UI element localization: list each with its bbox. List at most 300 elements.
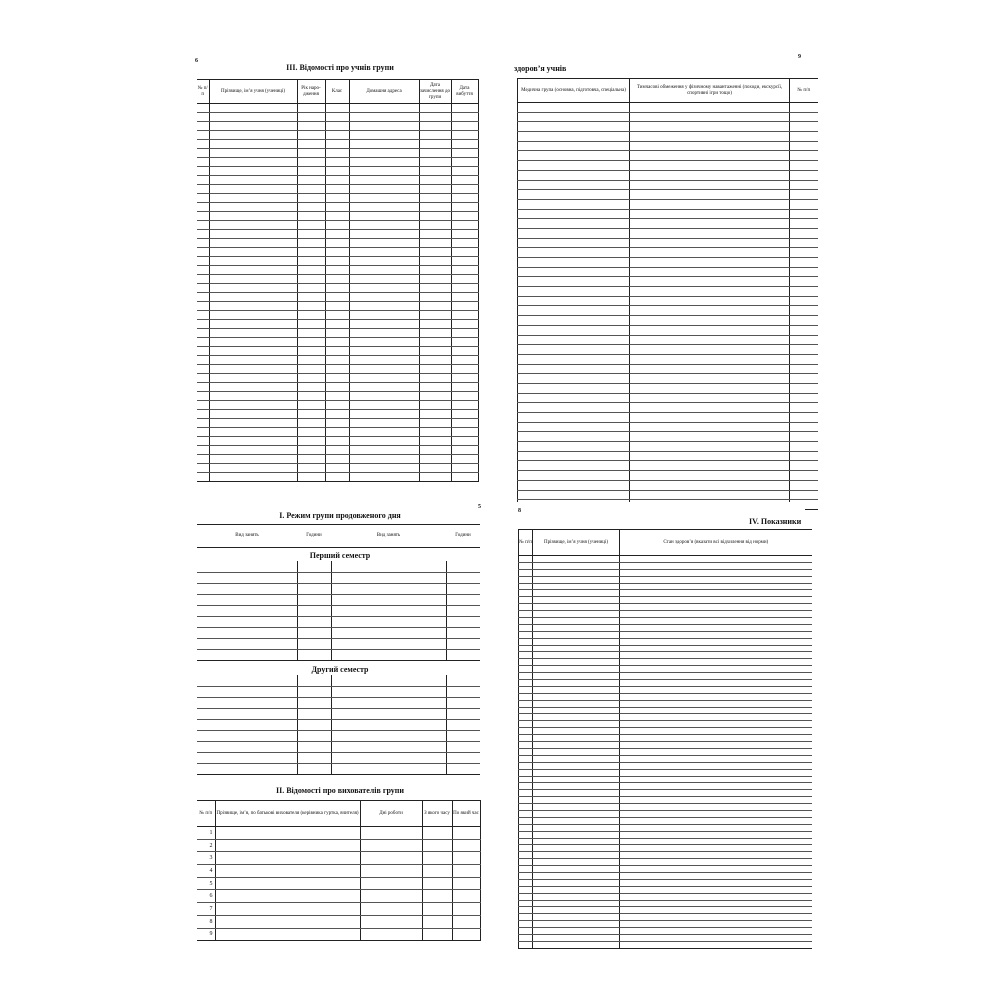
table-cell[interactable] (451, 284, 478, 293)
table-cell[interactable] (533, 755, 620, 762)
table-cell[interactable] (297, 356, 325, 365)
table-cell[interactable] (446, 638, 480, 649)
table-cell[interactable] (620, 755, 812, 762)
table-cell[interactable] (325, 194, 349, 203)
table-cell[interactable] (518, 209, 630, 219)
table-cell[interactable] (297, 248, 325, 257)
table-cell[interactable] (533, 700, 620, 707)
table-cell[interactable] (518, 170, 630, 180)
table-cell[interactable] (419, 221, 451, 230)
table-cell[interactable] (533, 879, 620, 886)
table-cell[interactable] (197, 437, 209, 446)
table-cell[interactable] (297, 194, 325, 203)
table-cell[interactable] (209, 410, 297, 419)
table-cell[interactable] (518, 364, 630, 374)
table-cell[interactable] (451, 149, 478, 158)
table-cell[interactable] (519, 680, 533, 687)
table-cell[interactable] (325, 167, 349, 176)
table-cell[interactable] (349, 158, 419, 167)
table-cell[interactable] (518, 325, 630, 335)
table-cell[interactable] (630, 219, 790, 229)
table-cell[interactable] (790, 112, 818, 122)
table-cell[interactable] (519, 748, 533, 755)
table-cell[interactable] (349, 401, 419, 410)
table-cell[interactable] (297, 257, 325, 266)
table-cell[interactable] (209, 221, 297, 230)
table-cell[interactable] (451, 410, 478, 419)
table-cell[interactable] (325, 329, 349, 338)
table-cell[interactable] (451, 158, 478, 167)
table-cell[interactable] (533, 845, 620, 852)
table-cell[interactable] (451, 374, 478, 383)
table-cell[interactable] (419, 455, 451, 464)
table-cell[interactable] (197, 594, 297, 605)
table-cell[interactable] (620, 714, 812, 721)
table-cell[interactable] (325, 392, 349, 401)
table-cell[interactable] (533, 631, 620, 638)
table-cell[interactable] (209, 356, 297, 365)
table-cell[interactable] (533, 666, 620, 673)
table-cell[interactable] (331, 627, 446, 638)
table-cell[interactable] (297, 212, 325, 221)
table-cell[interactable] (519, 755, 533, 762)
table-cell[interactable] (419, 113, 451, 122)
table-cell[interactable] (533, 893, 620, 900)
table-cell[interactable] (533, 604, 620, 611)
table-cell[interactable] (297, 167, 325, 176)
table-cell[interactable] (297, 763, 331, 774)
table-cell[interactable] (349, 365, 419, 374)
table-cell[interactable] (620, 921, 812, 928)
table-cell[interactable] (620, 659, 812, 666)
table-cell[interactable] (349, 428, 419, 437)
table-cell[interactable] (297, 561, 331, 572)
table-cell[interactable] (325, 158, 349, 167)
table-cell[interactable] (519, 872, 533, 879)
table-cell[interactable] (620, 597, 812, 604)
table-cell[interactable] (419, 401, 451, 410)
table-cell[interactable] (349, 464, 419, 473)
table-cell[interactable] (325, 428, 349, 437)
table-cell[interactable] (518, 248, 630, 258)
table-cell[interactable] (360, 877, 422, 890)
table-cell[interactable] (209, 257, 297, 266)
table-cell[interactable] (790, 219, 818, 229)
table-cell[interactable] (349, 329, 419, 338)
table-cell[interactable] (451, 194, 478, 203)
table-cell[interactable] (630, 267, 790, 277)
table-cell[interactable] (325, 338, 349, 347)
table-cell[interactable] (620, 893, 812, 900)
table-cell[interactable] (419, 338, 451, 347)
table-cell[interactable] (325, 257, 349, 266)
table-cell[interactable] (197, 365, 209, 374)
table-cell[interactable] (349, 320, 419, 329)
table-cell[interactable] (197, 473, 209, 482)
table-cell[interactable] (519, 941, 533, 948)
table-cell[interactable] (519, 673, 533, 680)
table-cell[interactable] (419, 248, 451, 257)
table-cell[interactable] (630, 480, 790, 490)
table-cell[interactable] (519, 817, 533, 824)
table-cell[interactable] (790, 490, 818, 500)
table-cell[interactable] (209, 473, 297, 482)
table-cell[interactable] (419, 122, 451, 131)
table-cell[interactable] (297, 719, 331, 730)
table-cell[interactable] (518, 141, 630, 151)
table-cell[interactable] (451, 167, 478, 176)
table-cell[interactable] (519, 776, 533, 783)
table-cell[interactable] (325, 140, 349, 149)
table-cell[interactable] (197, 616, 297, 627)
table-cell[interactable] (197, 649, 297, 660)
table-cell[interactable] (451, 338, 478, 347)
table-cell[interactable] (790, 432, 818, 442)
table-cell[interactable] (452, 877, 480, 890)
table-cell[interactable] (630, 422, 790, 432)
table-cell[interactable] (519, 735, 533, 742)
table-cell[interactable] (620, 576, 812, 583)
table-cell[interactable] (197, 428, 209, 437)
table-cell[interactable] (518, 413, 630, 423)
table-cell[interactable] (349, 194, 419, 203)
table-cell[interactable] (630, 132, 790, 142)
table-cell[interactable] (451, 212, 478, 221)
table-cell[interactable] (519, 914, 533, 921)
table-cell[interactable] (331, 741, 446, 752)
table-cell[interactable] (446, 594, 480, 605)
table-cell[interactable] (533, 859, 620, 866)
table-cell[interactable] (297, 686, 331, 697)
table-cell[interactable] (790, 335, 818, 345)
table-cell[interactable] (209, 158, 297, 167)
table-cell[interactable] (630, 151, 790, 161)
table-cell[interactable] (422, 928, 452, 941)
table-cell[interactable] (790, 422, 818, 432)
table-cell[interactable] (790, 277, 818, 287)
table-cell[interactable] (209, 122, 297, 131)
table-cell[interactable] (209, 392, 297, 401)
table-cell[interactable] (519, 562, 533, 569)
table-cell[interactable] (209, 302, 297, 311)
table-cell[interactable] (197, 239, 209, 248)
table-cell[interactable] (620, 680, 812, 687)
table-cell[interactable] (209, 338, 297, 347)
table-cell[interactable] (419, 284, 451, 293)
table-cell[interactable] (419, 374, 451, 383)
table-cell[interactable] (209, 176, 297, 185)
table-cell[interactable] (630, 112, 790, 122)
table-cell[interactable] (630, 403, 790, 413)
table-cell[interactable] (533, 769, 620, 776)
table-cell[interactable] (519, 928, 533, 935)
table-cell[interactable] (297, 741, 331, 752)
table-cell[interactable] (519, 611, 533, 618)
table-cell[interactable] (620, 941, 812, 948)
table-cell[interactable] (518, 345, 630, 355)
table-cell[interactable] (297, 284, 325, 293)
table-cell[interactable] (620, 721, 812, 728)
table-cell[interactable] (209, 455, 297, 464)
table-cell[interactable] (519, 852, 533, 859)
table-cell[interactable] (197, 410, 209, 419)
table-cell[interactable] (349, 104, 419, 113)
table-cell[interactable] (518, 442, 630, 452)
table-cell[interactable] (297, 410, 325, 419)
table-cell[interactable] (620, 783, 812, 790)
table-cell[interactable] (620, 769, 812, 776)
table-cell[interactable] (451, 464, 478, 473)
table-cell[interactable] (630, 296, 790, 306)
table-cell[interactable] (349, 419, 419, 428)
table-cell[interactable] (197, 302, 209, 311)
table-cell[interactable] (620, 907, 812, 914)
table-cell[interactable] (331, 572, 446, 583)
table-cell[interactable] (325, 374, 349, 383)
table-cell[interactable] (331, 583, 446, 594)
table-cell[interactable] (519, 907, 533, 914)
table-cell[interactable] (209, 248, 297, 257)
table-cell[interactable] (209, 347, 297, 356)
table-cell[interactable] (297, 638, 331, 649)
table-cell[interactable] (197, 752, 297, 763)
table-cell[interactable] (209, 275, 297, 284)
table-cell[interactable] (349, 275, 419, 284)
table-cell[interactable] (790, 403, 818, 413)
table-cell[interactable] (452, 903, 480, 916)
table-cell[interactable] (533, 583, 620, 590)
table-cell[interactable] (297, 140, 325, 149)
table-cell[interactable] (209, 212, 297, 221)
table-cell[interactable] (790, 345, 818, 355)
table-cell[interactable] (197, 221, 209, 230)
table-cell[interactable] (197, 419, 209, 428)
table-cell[interactable] (518, 316, 630, 326)
table-cell[interactable] (297, 627, 331, 638)
table-cell[interactable] (451, 347, 478, 356)
table-cell[interactable] (325, 455, 349, 464)
table-cell[interactable] (451, 275, 478, 284)
table-cell[interactable] (325, 185, 349, 194)
table-cell[interactable] (197, 158, 209, 167)
table-cell[interactable] (360, 928, 422, 941)
table-cell[interactable] (349, 248, 419, 257)
table-cell[interactable] (533, 618, 620, 625)
table-cell[interactable] (620, 872, 812, 879)
table-cell[interactable] (451, 446, 478, 455)
table-cell[interactable] (331, 638, 446, 649)
table-cell[interactable] (297, 158, 325, 167)
table-cell[interactable] (197, 329, 209, 338)
table-cell[interactable] (446, 719, 480, 730)
table-cell[interactable] (209, 149, 297, 158)
table-cell[interactable] (518, 393, 630, 403)
table-cell[interactable] (349, 338, 419, 347)
table-cell[interactable] (197, 149, 209, 158)
table-cell[interactable] (518, 296, 630, 306)
table-cell[interactable] (630, 471, 790, 481)
table-cell[interactable] (620, 748, 812, 755)
table-cell[interactable] (209, 374, 297, 383)
table-cell[interactable] (518, 287, 630, 297)
table-cell[interactable] (297, 428, 325, 437)
table-cell[interactable] (519, 886, 533, 893)
table-cell[interactable] (197, 686, 297, 697)
table-cell[interactable] (419, 167, 451, 176)
table-cell[interactable] (451, 329, 478, 338)
table-cell[interactable] (419, 257, 451, 266)
table-cell[interactable] (533, 556, 620, 563)
table-cell[interactable] (331, 605, 446, 616)
table-cell[interactable] (630, 103, 790, 113)
table-cell[interactable] (790, 151, 818, 161)
table-cell[interactable] (790, 354, 818, 364)
table-cell[interactable] (209, 365, 297, 374)
table-cell[interactable] (519, 700, 533, 707)
table-cell[interactable] (360, 915, 422, 928)
table-cell[interactable] (620, 845, 812, 852)
table-cell[interactable] (790, 471, 818, 481)
table-cell[interactable] (209, 293, 297, 302)
table-cell[interactable] (325, 473, 349, 482)
table-cell[interactable] (790, 132, 818, 142)
table-cell[interactable] (620, 810, 812, 817)
table-cell[interactable] (790, 190, 818, 200)
table-cell[interactable] (620, 852, 812, 859)
table-cell[interactable] (519, 866, 533, 873)
table-cell[interactable] (518, 306, 630, 316)
table-cell[interactable] (620, 666, 812, 673)
table-cell[interactable] (297, 302, 325, 311)
table-cell[interactable] (451, 176, 478, 185)
table-cell[interactable] (349, 203, 419, 212)
table-cell[interactable] (349, 212, 419, 221)
table-cell[interactable] (419, 329, 451, 338)
table-cell[interactable] (297, 383, 325, 392)
table-cell[interactable] (446, 741, 480, 752)
table-cell[interactable] (419, 356, 451, 365)
table-cell[interactable] (197, 572, 297, 583)
table-cell[interactable] (297, 446, 325, 455)
table-cell[interactable] (197, 356, 209, 365)
table-cell[interactable] (518, 490, 630, 500)
table-cell[interactable] (422, 827, 452, 840)
table-cell[interactable] (620, 562, 812, 569)
table-cell[interactable] (446, 686, 480, 697)
table-cell[interactable] (297, 311, 325, 320)
table-cell[interactable] (349, 176, 419, 185)
table-cell[interactable] (325, 356, 349, 365)
table-cell[interactable] (533, 576, 620, 583)
table-cell[interactable] (452, 915, 480, 928)
table-cell[interactable] (533, 659, 620, 666)
table-cell[interactable] (790, 325, 818, 335)
table-cell[interactable] (325, 230, 349, 239)
table-cell[interactable] (620, 824, 812, 831)
table-cell[interactable] (197, 284, 209, 293)
table-cell[interactable] (349, 131, 419, 140)
table-cell[interactable] (349, 239, 419, 248)
table-cell[interactable] (620, 838, 812, 845)
table-cell[interactable] (197, 131, 209, 140)
table-cell[interactable] (297, 293, 325, 302)
table-cell[interactable] (325, 113, 349, 122)
table-cell[interactable] (422, 839, 452, 852)
table-cell[interactable] (349, 347, 419, 356)
table-cell[interactable] (419, 392, 451, 401)
table-cell[interactable] (630, 442, 790, 452)
table-cell[interactable] (630, 141, 790, 151)
table-cell[interactable] (518, 190, 630, 200)
table-cell[interactable] (519, 728, 533, 735)
table-cell[interactable] (630, 180, 790, 190)
table-cell[interactable] (215, 915, 360, 928)
table-cell[interactable] (620, 624, 812, 631)
table-cell[interactable] (209, 419, 297, 428)
table-cell[interactable] (630, 354, 790, 364)
table-cell[interactable] (518, 461, 630, 471)
table-cell[interactable] (451, 239, 478, 248)
table-cell[interactable] (790, 161, 818, 171)
table-cell[interactable] (533, 562, 620, 569)
table-cell[interactable] (349, 356, 419, 365)
table-cell[interactable] (197, 167, 209, 176)
table-cell[interactable] (197, 230, 209, 239)
table-cell[interactable] (790, 248, 818, 258)
table-cell[interactable] (518, 451, 630, 461)
table-cell[interactable] (630, 345, 790, 355)
table-cell[interactable] (297, 275, 325, 284)
table-cell[interactable] (331, 730, 446, 741)
table-cell[interactable] (349, 230, 419, 239)
table-cell[interactable] (297, 697, 331, 708)
table-cell[interactable] (325, 365, 349, 374)
table-cell[interactable] (215, 839, 360, 852)
table-cell[interactable] (325, 347, 349, 356)
table-cell[interactable] (519, 921, 533, 928)
table-cell[interactable] (533, 900, 620, 907)
table-cell[interactable] (209, 131, 297, 140)
table-cell[interactable] (209, 113, 297, 122)
table-cell[interactable] (209, 167, 297, 176)
table-cell[interactable] (630, 461, 790, 471)
table-cell[interactable] (519, 618, 533, 625)
table-cell[interactable] (790, 180, 818, 190)
table-cell[interactable] (518, 122, 630, 132)
table-cell[interactable] (519, 569, 533, 576)
table-cell[interactable] (209, 104, 297, 113)
table-cell[interactable] (446, 675, 480, 686)
table-cell[interactable] (620, 886, 812, 893)
table-cell[interactable] (297, 675, 331, 686)
table-cell[interactable] (197, 464, 209, 473)
table-cell[interactable] (451, 257, 478, 266)
table-cell[interactable] (620, 900, 812, 907)
table-cell[interactable] (790, 141, 818, 151)
table-cell[interactable] (360, 852, 422, 865)
table-cell[interactable] (620, 804, 812, 811)
table-cell[interactable] (331, 719, 446, 730)
table-cell[interactable] (331, 708, 446, 719)
table-cell[interactable] (325, 419, 349, 428)
table-cell[interactable] (451, 320, 478, 329)
table-cell[interactable] (451, 455, 478, 464)
table-cell[interactable] (446, 583, 480, 594)
table-cell[interactable] (297, 329, 325, 338)
table-cell[interactable] (197, 347, 209, 356)
table-cell[interactable] (790, 451, 818, 461)
table-cell[interactable] (209, 203, 297, 212)
